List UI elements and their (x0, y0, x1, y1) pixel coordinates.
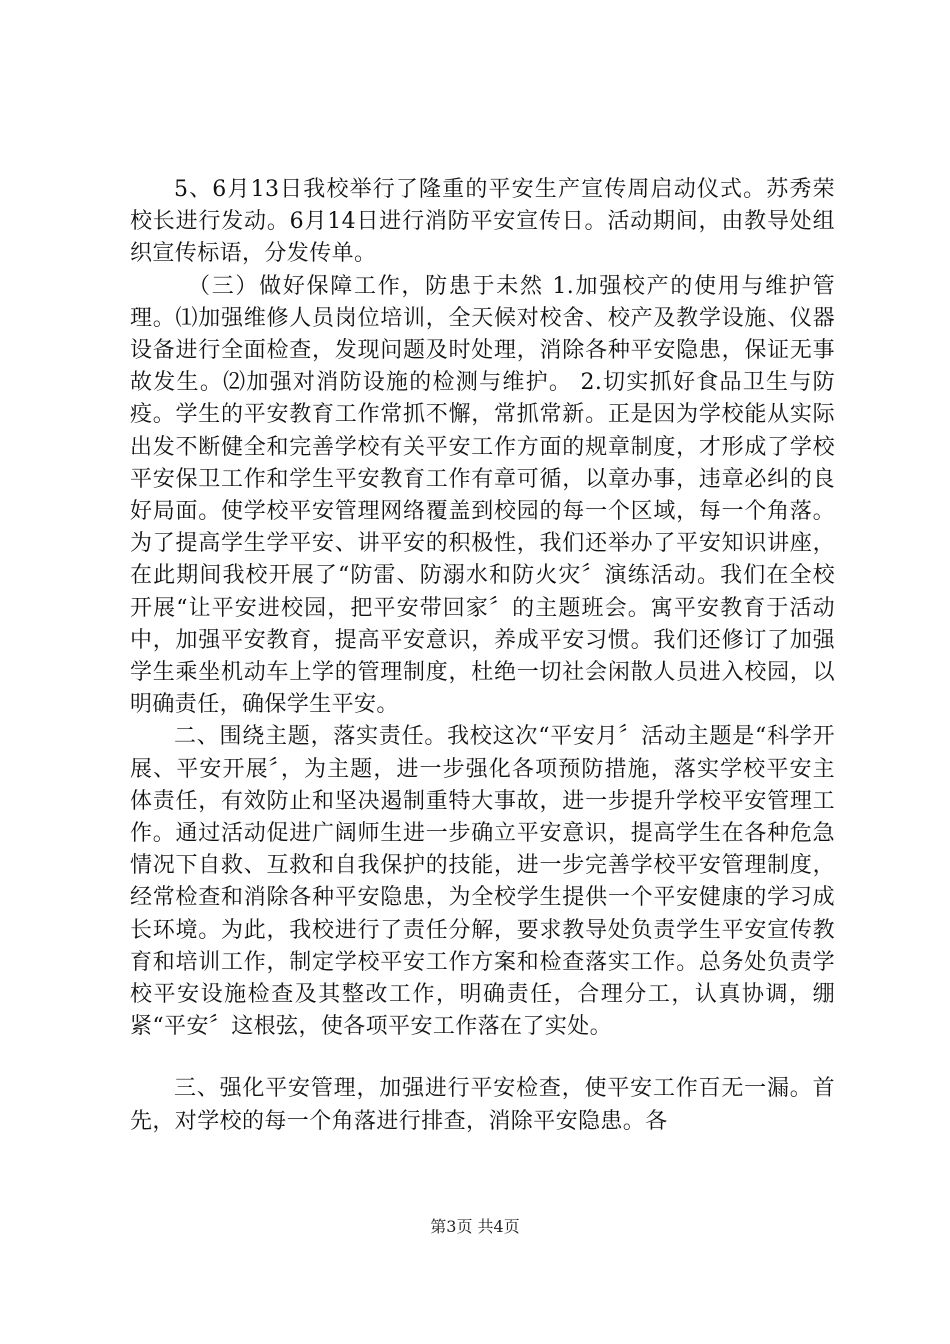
document-body (130, 174, 835, 1138)
paragraph-theme-responsibility: 二、围绕主题，落实责任。我校这次“平安月〞活动主题是“科学开展、平安开展〞，为主题，进一步强化各项预防措施，落实学校平安主体责任，有效防止和坚决遏制重特大事故，进一步提升学校平安管理工作。通过活动促进广阔师生进一步确立平安意识，提高学生在各种危急情况下自救、互救和自我保护的技能，进一步完善学校平安管理制度，经常检查和消除各种平安隐患，为全校学生提供一个平安健康的学习成长环境。为此，我校进行了责任分解，要求教导处负责学生平安宣传教育和培训工作，制定学校平安工作方案和检查落实工作。总务处负责学校平安设施检查及其整改工作，明确责任，合理分工，认真协调，绷紧“平安〞这根弦，使各项平安工作落在了实处。 (130, 724, 835, 1040)
paragraph-spacer (130, 1043, 835, 1073)
page-number-footer: 第3页 共4页 (430, 1217, 520, 1236)
paragraph-safety-management: 三、强化平安管理，加强进行平安检查，使平安工作百无一漏。首先，对学校的每一个角落进行排查，消除平安隐患。各 (130, 1076, 835, 1134)
paragraph-event-launch: 5、6月13日我校举行了隆重的平安生产宣传周启动仪式。苏秀荣校长进行发动。6月14日进行消防平安宣传日。活动期间，由教导处组织宣传标语，分发传单。 (130, 177, 835, 267)
paragraph-safeguard-work: （三）做好保障工作，防患于未然 1.加强校产的使用与维护管理。⑴加强维修人员岗位培训，全天候对校舍、校产及教学设施、仪器设备进行全面检查，发现问题及时处理，消除各种平安隐患，保证无事故发生。⑵加强对消防设施的检测与维护。 2.切实抓好食品卫生与防疫。学生的平安教育工作常抓不懈，常抓常新。正是因为学校能从实际出发不断健全和完善学校有关平安工作方面的规章制度，才形成了学校平安保卫工作和学生平安教育工作有章可循，以章办事，违章必纠的良好局面。使学校平安管理网络覆盖到校园的每一个区域，每一个角落。为了提高学生学平安、讲平安的积极性，我们还举办了平安知识讲座，在此期间我校开展了“防雷、防溺水和防火灾〞演练活动。我们在全校开展“让平安进校园，把平安带回家〞的主题班会。寓平安教育于活动中，加强平安教育，提高平安意识，养成平安习惯。我们还修订了加强学生乘坐机动车上学的管理制度，杜绝一切社会闲散人员进入校园，以明确责任，确保学生平安。 (130, 273, 835, 718)
